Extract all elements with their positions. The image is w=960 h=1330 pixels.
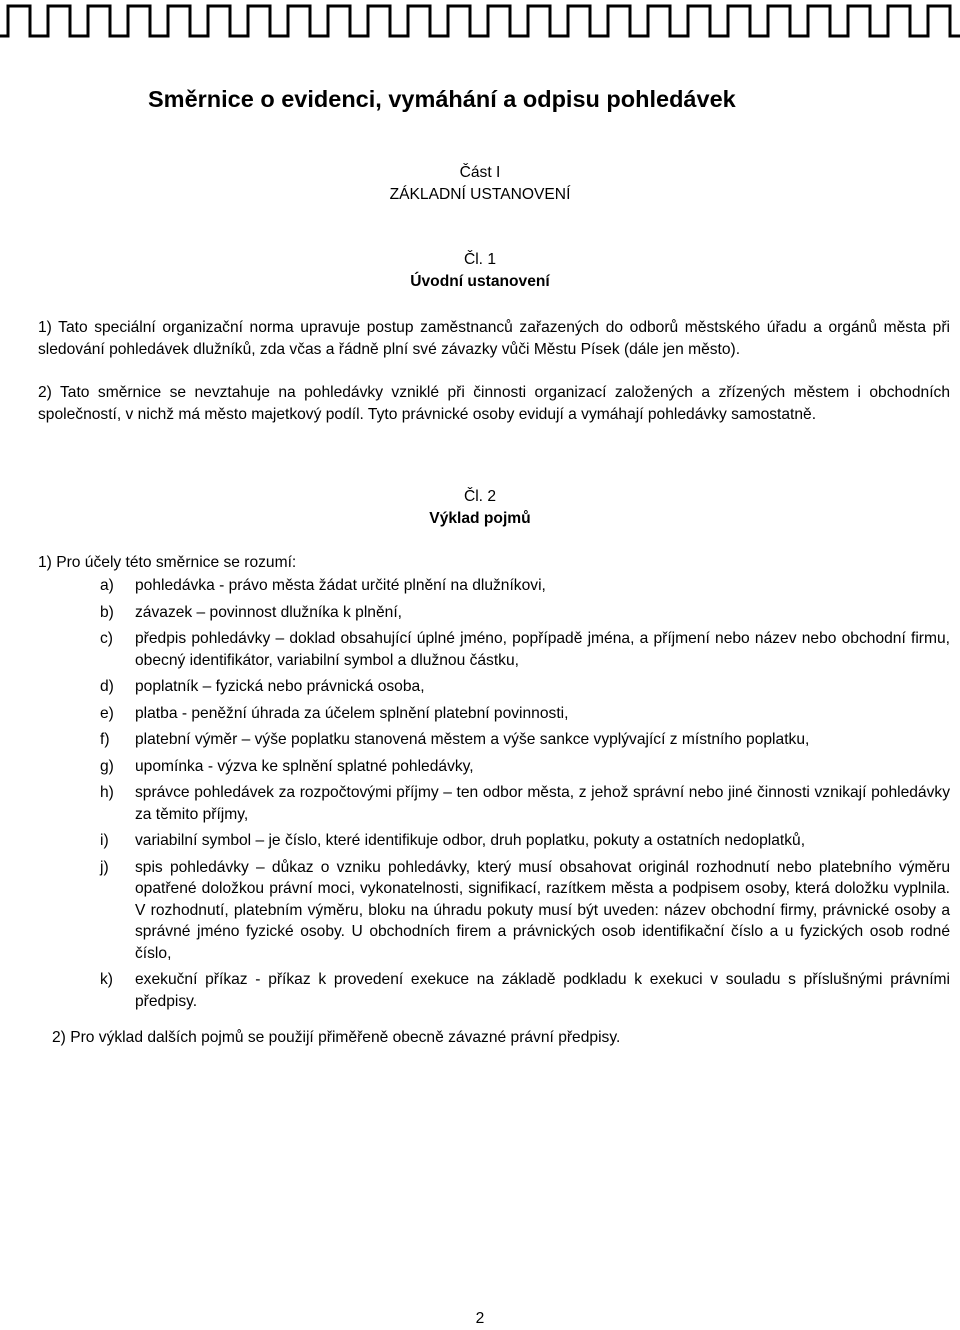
- part-title: ZÁKLADNÍ USTANOVENÍ: [389, 186, 571, 203]
- list-item: i) variabilní symbol – je číslo, které identifikuje odbor, druh poplatku, pokuty a ostatních nedoplatků,: [100, 832, 806, 849]
- article-1-title: Úvodní ustanovení: [410, 273, 550, 290]
- article-1-paragraph-2: 2) Tato směrnice se nevztahuje na pohledávky vzniklé při činnosti organizací založených a zřízených městem i obchodních společností, v nichž má město majetkový podíl. Tyto právnické osoby evidují a vymáhají pohledávky samostatně.: [38, 384, 950, 423]
- page-number: 2: [475, 1310, 485, 1327]
- article-1-heading: [0, 249, 960, 293]
- list-item: j) spis pohledávky – důkaz o vzniku pohledávky, který musí obsahovat originál rozhodnutí nebo platebního výměru opatřené doložkou právní moci, vykonatelnosti, signifikací, razítkem města a podpisem osoby, která doložku vyplnila. V rozhodnutí, platebním výměru, bloku na úhradu pokuty musí být uveden: název obchodní firmy, právnické osoby a správné jméno fyzické osoby. U obchodních firem a právnických osob identifikační číslo a u fyzických osob rodné číslo,: [100, 858, 950, 962]
- article-2-number: Čl. 2: [463, 488, 497, 505]
- article-2-intro: 1) Pro účely této směrnice se rozumí:: [38, 554, 297, 571]
- greek-key-border: [0, 0, 960, 42]
- article-2-title: Výklad pojmů: [429, 510, 531, 527]
- list-item: c) předpis pohledávky – doklad obsahující úplné jméno, popřípadě jména, a příjmení nebo název nebo obchodní firmu, obecný identifikátor, variabilní symbol a dlužnou částku,: [100, 630, 950, 669]
- list-item: e) platba - peněžní úhrada za účelem splnění platební povinnosti,: [100, 704, 569, 722]
- definitions-list: [100, 575, 950, 1017]
- list-item: a) pohledávka - právo města žádat určité plnění na dlužníkovi,: [100, 577, 546, 594]
- list-item: k) exekuční příkaz - příkaz k provedení exekuce na základě podkladu k exekuci v souladu s příslušnými právními předpisy.: [100, 971, 950, 1010]
- document-title: Směrnice o evidenci, vymáhání a odpisu pohledávek: [148, 86, 736, 112]
- list-item: f) platební výměr – výše poplatku stanovená městem a výše sankce vyplývající z místního poplatku,: [100, 731, 810, 748]
- list-item: b) závazek – povinnost dlužníka k plnění,: [100, 603, 402, 621]
- list-item: h) správce pohledávek za rozpočtovými příjmy – ten odbor města, z jehož správní nebo jiné činnosti vznikají pohledávky za těmito příjmy,: [100, 784, 950, 823]
- article-2-paragraph-2: 2) Pro výklad dalších pojmů se použijí přiměřeně obecně závazné právní předpisy.: [52, 1029, 621, 1046]
- article-2-heading: [0, 486, 960, 530]
- list-item: d) poplatník – fyzická nebo právnická osoba,: [100, 678, 425, 695]
- list-item: g) upomínka - výzva ke splnění splatné pohledávky,: [100, 757, 474, 775]
- part-label: Část I: [459, 164, 501, 181]
- article-1-paragraph-1: 1) Tato speciální organizační norma upravuje postup zaměstnanců zařazených do odborů městského úřadu a orgánů města při sledování pohledávek dlužníků, zda včas a řádně plní své závazky vůči Městu Písek (dále jen město).: [38, 319, 950, 358]
- article-1-number: Čl. 1: [463, 251, 497, 268]
- part-heading: [0, 162, 960, 206]
